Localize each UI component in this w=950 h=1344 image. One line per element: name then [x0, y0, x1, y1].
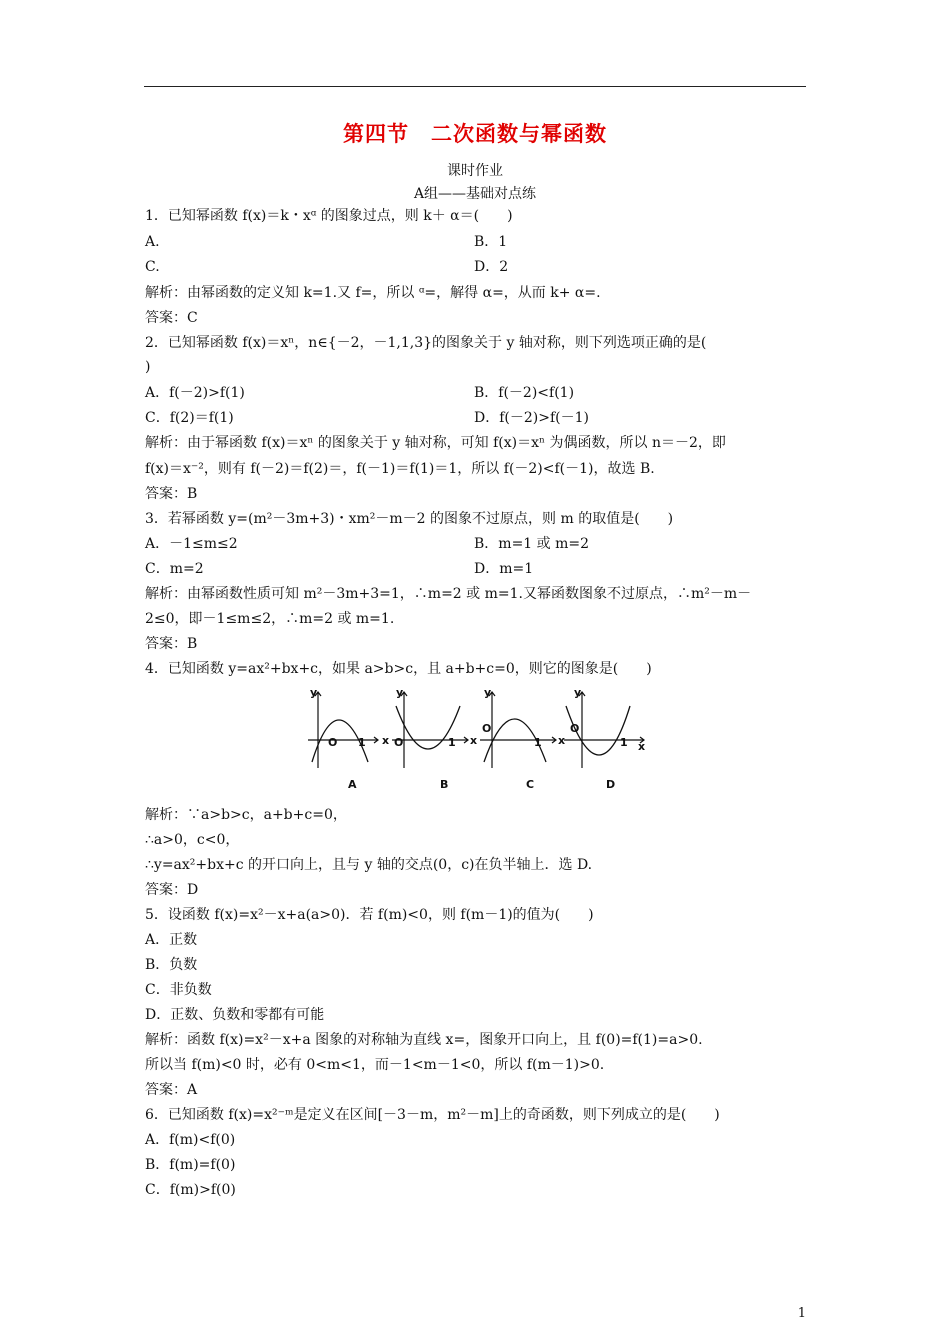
graph-b-label: B	[440, 778, 449, 791]
q2-solution: 解析：由于幂函数 f(x)＝xⁿ 的图象关于 y 轴对称，可知 f(x)＝xⁿ 为偶函数，所以 n＝－2，即	[145, 435, 726, 451]
q3-option-c: C．m=2	[145, 561, 204, 577]
graph-d-x-label: x	[638, 740, 646, 753]
q5-solution-cont: 所以当 f(m)<0 时，必有 0<m<1，而－1<m－1<0，所以 f(m－1)>0.	[145, 1057, 605, 1073]
graph-b-y-label: y	[396, 686, 404, 699]
q1-solution: 解析：由幂函数的定义知 k=1.又 f=，所以 ᵅ=，解得 α=，从而 k+ α=.	[145, 285, 601, 301]
q3-option-d: D．m=1	[474, 561, 534, 577]
graph-c-origin: O	[482, 722, 492, 735]
graph-d-y-label: y	[574, 686, 582, 699]
subtitle: 课时作业	[447, 163, 503, 179]
parabola-graphs	[300, 684, 650, 796]
graph-a	[308, 686, 389, 791]
graph-c-x-label: x	[558, 734, 566, 747]
q5-option-d: D．正数、负数和零都有可能	[145, 1007, 325, 1023]
q1-option-a: A.	[145, 234, 160, 250]
q2-option-c: C．f(2)＝f(1)	[145, 410, 234, 426]
graph-d-origin: O	[570, 722, 580, 735]
graph-b-x-label: x	[470, 734, 478, 747]
graph-d-label: D	[606, 778, 616, 791]
graph-a-tick: 1	[358, 736, 366, 749]
q3-solution-cont: 2≤0，即－1≤m≤2，∴m=2 或 m=1.	[145, 611, 395, 627]
q3-answer: 答案：B	[145, 636, 198, 652]
q2-solution-cont: f(x)＝x⁻²，则有 f(－2)＝f(2)＝，f(－1)＝f(1)＝1，所以 f(－2)<f(－1)，故选 B.	[145, 461, 655, 477]
parabola-options-figure	[300, 684, 650, 796]
q3-option-b: B．m=1 或 m=2	[474, 536, 590, 552]
header-rule	[144, 86, 806, 87]
q4-solution: 解析：∵a>b>c，a+b+c=0，	[145, 807, 347, 823]
q5-solution: 解析：函数 f(x)=x²－x+a 图象的对称轴为直线 x=，图象开口向上，且 f(0)=f(1)=a>0.	[145, 1032, 703, 1048]
graph-d	[564, 686, 645, 791]
graph-a-origin: O	[328, 736, 338, 749]
q5-option-c: C．非负数	[145, 982, 212, 998]
q2-option-a: A．f(－2)>f(1)	[145, 385, 245, 401]
q1-option-b: B．1	[474, 234, 508, 250]
question-2: 2．已知幂函数 f(x)＝xⁿ，n∈{－2，－1,1,3}的图象关于 y 轴对称，则下列选项正确的是(	[145, 335, 707, 351]
q6-option-c: C．f(m)>f(0)	[145, 1182, 236, 1198]
graph-c	[480, 686, 565, 791]
graph-b-tick: 1	[448, 736, 456, 749]
question-2-cont: )	[145, 359, 151, 375]
q2-option-d: D．f(－2)>f(－1)	[474, 410, 589, 426]
q4-solution-line3: ∴y=ax²+bx+c 的开口向上，且与 y 轴的交点(0，c)在负半轴上．选 D.	[145, 857, 593, 873]
question-4: 4．已知函数 y=ax²+bx+c，如果 a>b>c，且 a+b+c=0，则它的图象是( )	[145, 661, 652, 677]
q2-option-b: B．f(－2)<f(1)	[474, 385, 575, 401]
q1-option-d: D．2	[474, 259, 509, 275]
graph-b	[392, 686, 477, 791]
graph-d-tick: 1	[620, 736, 628, 749]
q6-option-a: A．f(m)<f(0)	[145, 1132, 236, 1148]
graph-a-x-label: x	[382, 734, 390, 747]
q4-answer: 答案：D	[145, 882, 199, 898]
q5-answer: 答案：A	[145, 1082, 198, 1098]
q1-option-c: C.	[145, 259, 160, 275]
graph-c-label: C	[526, 778, 535, 791]
q5-option-b: B．负数	[145, 957, 198, 973]
q6-option-b: B．f(m)=f(0)	[145, 1157, 236, 1173]
q2-answer: 答案：B	[145, 486, 198, 502]
page-number: 1	[797, 1306, 806, 1321]
graph-a-y-label: y	[310, 686, 318, 699]
graph-c-tick: 1	[534, 736, 542, 749]
question-1: 1．已知幂函数 f(x)＝k・xᵅ 的图象过点，则 k＋ α＝( )	[145, 208, 513, 224]
graph-c-y-label: y	[484, 686, 492, 699]
q5-option-a: A．正数	[145, 932, 198, 948]
q4-solution-line2: ∴a>0，c<0，	[145, 832, 240, 848]
question-5: 5．设函数 f(x)=x²－x+a(a>0)．若 f(m)<0，则 f(m－1)的值为( )	[145, 907, 594, 923]
question-6: 6．已知函数 f(x)=x²⁻ᵐ是定义在区间[－3－m，m²－m]上的奇函数，则下列成立的是( )	[145, 1107, 720, 1123]
group-heading: A组——基础对点练	[413, 186, 537, 202]
q3-option-a: A．－1≤m≤2	[145, 536, 238, 552]
graph-b-origin: O	[394, 736, 404, 749]
q1-answer: 答案：C	[145, 310, 198, 326]
graph-a-label: A	[348, 778, 357, 791]
section-title: 第四节 二次函数与幂函数	[343, 122, 607, 146]
q3-solution: 解析：由幂函数性质可知 m²－3m+3=1，∴m=2 或 m=1.又幂函数图象不过原点，∴m²－m－	[145, 586, 752, 602]
question-3: 3．若幂函数 y=(m²－3m+3)・xm²－m－2 的图象不过原点，则 m 的取值是( )	[145, 511, 674, 527]
